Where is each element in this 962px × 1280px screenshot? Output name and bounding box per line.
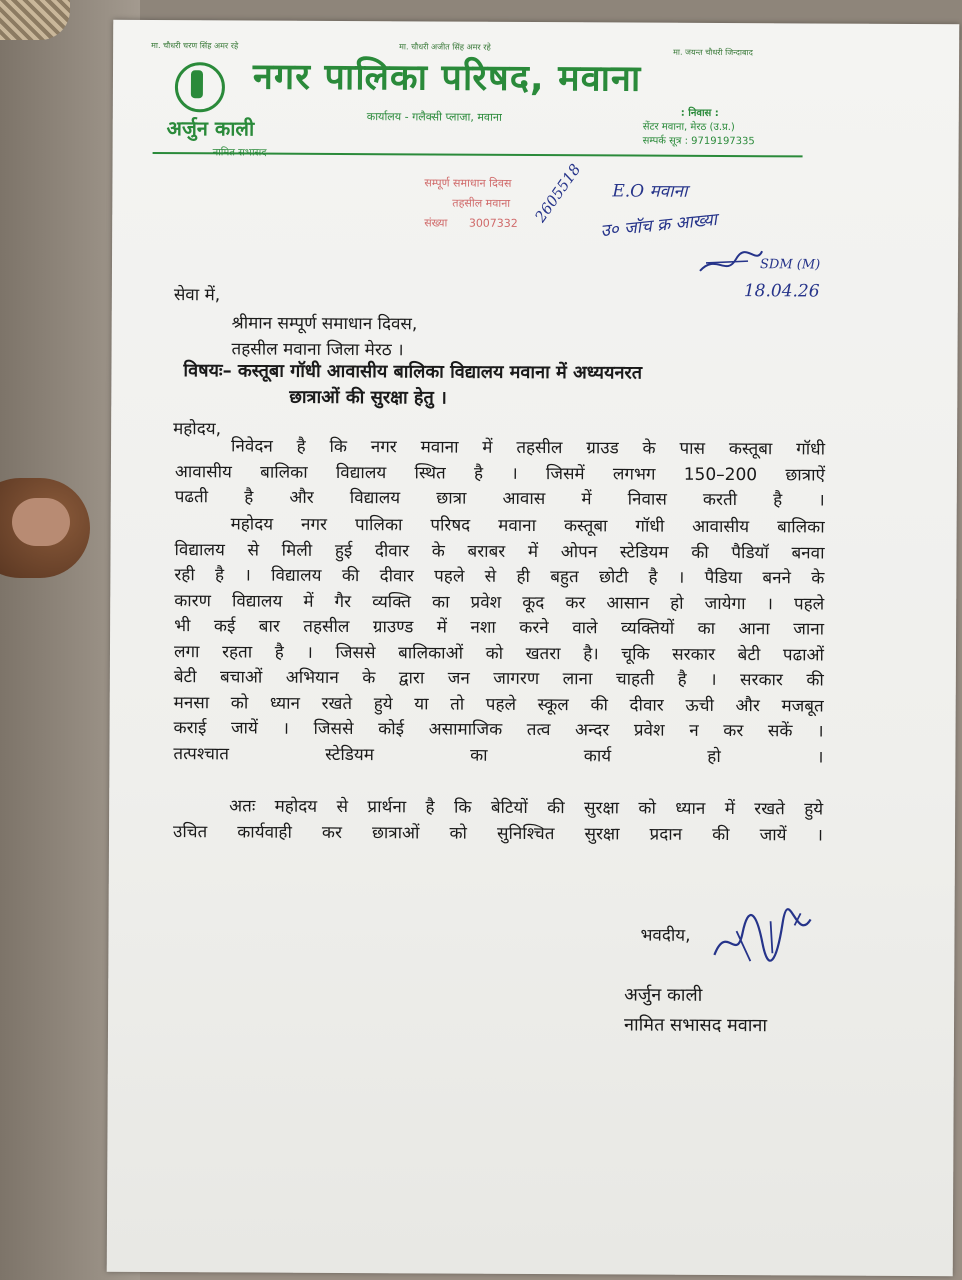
- letterhead-top-left: मा. चौधरी चरण सिंह अमर रहे: [151, 40, 239, 51]
- paragraph-line: उचित कार्यवाही कर छात्राओं को सुनिश्चित सुरक्षा प्रदान की जायें ।: [172, 821, 824, 846]
- letterhead-name: अर्जुन काली: [166, 116, 255, 141]
- letterhead-residence: [643, 107, 755, 150]
- stamp-number: 3007332: [468, 216, 518, 230]
- paragraph-line: अतः महोदय से प्रार्थना है कि बेटियों की सुरक्षा को ध्यान में रखते हुये: [229, 796, 824, 820]
- handwritten-initials: [696, 243, 766, 283]
- paragraph-line: मनसा को ध्यान रखते हुये या तो पहले स्कूल की दीवार ऊची और मजबूत: [173, 692, 824, 717]
- signatory-title: नामित सभासद मवाना: [623, 1014, 768, 1037]
- subject-line-1: विषयः– कस्तूबा गॉधी आवासीय बालिका विद्यालय मवाना में अध्ययनरत: [183, 360, 643, 384]
- greeting: महोदय,: [173, 419, 222, 440]
- paragraph-line: निवेदन है कि नगर मवाना में तहसील ग्राउड के पास कस्तूबा गॉधी: [230, 436, 826, 460]
- paragraph-line: पढती है और विद्यालय छात्रा आवास में निवास करती है ।: [174, 487, 825, 511]
- paragraph-line: रही है । विद्यालय की दीवार पहले से ही बहुत छोटी है । पैडिया बनने के: [174, 565, 825, 589]
- residence-address: सेंटर मवाना, मेरठ (उ.प्र.): [642, 121, 735, 134]
- paragraph-line: महोदय नगर पालिका परिषद मवाना कस्तूबा गॉधी आवासीय बालिका: [230, 514, 825, 538]
- handwritten-instruction: उ० जॉच क्र आख्या: [599, 209, 718, 242]
- addressee-line-2: तहसील मवाना जिला मेरठ ।: [231, 339, 404, 361]
- letterhead-top-right: मा. जयन्त चौधरी जिन्दाबाद: [673, 47, 753, 58]
- paragraph-line: विद्यालय से मिली हुई दीवार के बराबर में ओपन स्टेडियम की पैडियॉ बनवा: [174, 539, 825, 564]
- letterhead-office: कार्यालय - गलैक्सी प्लाजा, मवाना: [366, 110, 502, 124]
- handwritten-date: 18.04.26: [743, 281, 820, 302]
- paragraph-1: [175, 434, 825, 514]
- subject-line-2: छात्राओं की सुरक्षा हेतु ।: [289, 386, 447, 409]
- receipt-stamp: [424, 173, 518, 233]
- letterhead-top-center: मा. चौधरी अजीत सिंह अमर रहे: [399, 42, 491, 52]
- paragraph-line: कारण विद्यालय में गैर व्यक्ति का प्रवेश कूद कर आसान हो जायेगा । पहले: [174, 590, 825, 615]
- paragraph-line: तत्पश्चात स्टेडियम का कार्य हो ।: [173, 743, 824, 768]
- paragraph-line: कराई जायें । जिससे कोई असामाजिक तत्व अन्दर प्रवेश न कर सकें ।: [173, 718, 824, 742]
- emblem-figure-icon: [191, 70, 203, 98]
- residence-contact: सम्पर्क सूत्र : 9719197335: [642, 135, 755, 148]
- paragraph-line: आवासीय बालिका विद्यालय स्थित है । जिसमें लगभग 150–200 छात्राऐं: [174, 461, 825, 486]
- paragraph-line: लगा रहता है । जिससे बालिकाओं को खतरा है। चूकि सरकार बेटी पढाओं: [173, 641, 825, 666]
- stamp-line-1: सम्पूर्ण समाधान दिवस: [424, 176, 512, 190]
- stamp-number-row: [424, 213, 518, 233]
- stamp-number-label: संख्या: [424, 216, 448, 230]
- closing: भवदीय,: [640, 925, 691, 946]
- handwritten-stamp-number: 2605518: [531, 160, 585, 226]
- handwritten-eo: E.O मवाना: [612, 181, 688, 202]
- letterhead-title: नगर पालिका परिषद, मवाना: [252, 56, 642, 100]
- paragraph-3: [173, 794, 823, 848]
- signatory-name: अर्जुन काली: [624, 984, 703, 1006]
- stamp-line-2: तहसील मवाना: [452, 196, 511, 210]
- residence-label: : निवास :: [680, 107, 719, 119]
- addressee-line-1: श्रीमान सम्पूर्ण समाधान दिवस,: [231, 313, 418, 335]
- paragraph-line: भी कई बार तहसील ग्राउण्ड में नशा करने वाले व्यक्तियों का आना जाना: [174, 616, 825, 640]
- handwritten-sdm: SDM (M): [759, 257, 821, 273]
- signature-scribble: [706, 903, 816, 974]
- letter-page: [107, 20, 960, 1276]
- thumb-nail: [12, 498, 70, 546]
- paragraph-line: बेटी बचाओं अभियान के द्वारा जन जागरण लाना चाहती है । सरकार की: [173, 667, 824, 691]
- salutation-to: सेवा में,: [173, 285, 221, 306]
- paragraph-2: [173, 512, 824, 770]
